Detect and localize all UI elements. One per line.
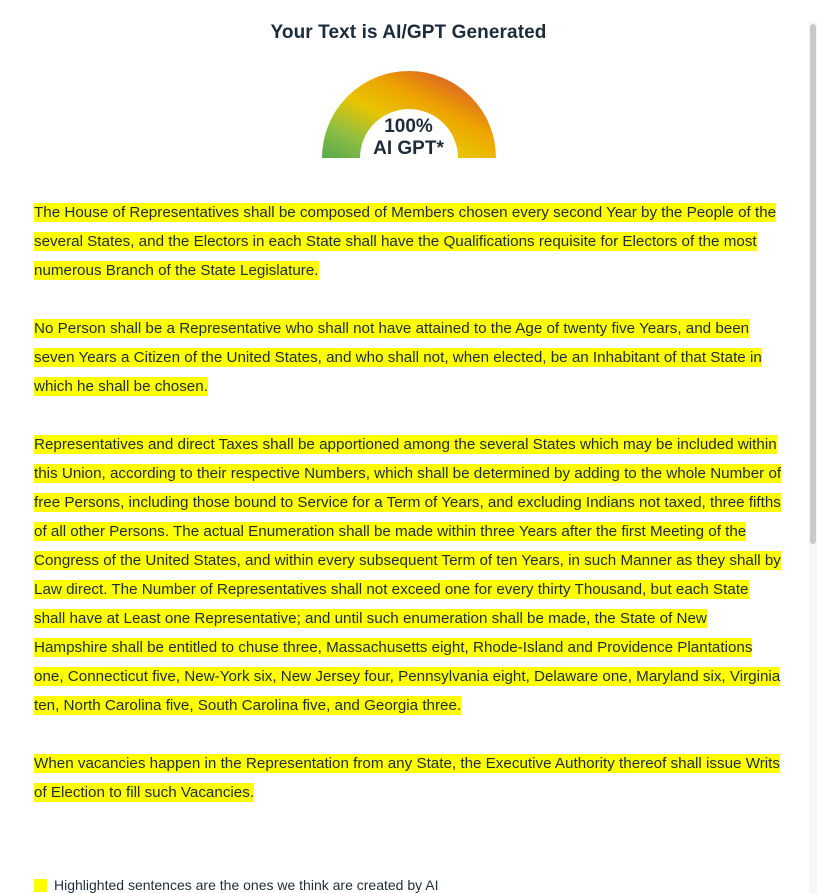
legend-label: Highlighted sentences are the ones we think are created by AI: [54, 877, 439, 893]
ai-score-gauge: [306, 58, 512, 162]
page-scrollbar[interactable]: [809, 22, 817, 893]
analyzed-text: [34, 198, 783, 807]
paragraph: [34, 749, 783, 807]
highlighted-sentence: The House of Representatives shall be composed of Members chosen every second Year by the People of the several States, and the Electors in each State shall have the Qualifications requisite for Electors of the most numerous Branch of the State Legislature.: [34, 204, 777, 279]
paragraph: [34, 314, 783, 401]
highlighted-sentence: Representatives and direct Taxes shall be apportioned among the several States which may be included within this Union, according to their respective Numbers, which shall be determined by adding to the whole Number of free Persons, including those bound to Service for a Term of Years, and excluding Indians not taxed, three fifths of all other Persons. The actual Enumeration shall be made within three Years after the first Meeting of the Congress of the United States, and within every subsequent Term of ten Years, in such Manner as they shall by Law direct. The Number of Representatives shall not exceed one for every thirty Thousand, but each State shall have at Least one Representative; and until such enumeration shall be made, the State of New Hampshire shall be entitled to chuse three, Massachusetts eight, Rhode-Island and Providence Plantations one, Connecticut five, New-York six, New Jersey four, Pennsylvania eight, Delaware one, Maryland six, Virginia ten, North Carolina five, South Carolina five, and Georgia three.: [34, 436, 782, 714]
gauge-container: [0, 58, 817, 162]
paragraph: [34, 430, 783, 720]
highlighted-sentence: When vacancies happen in the Representation from any State, the Executive Authority thereof shall issue Writs of Election to fill such Vacancies.: [34, 755, 780, 801]
paragraph: [34, 198, 783, 285]
ai-detector-result-page: [0, 22, 817, 893]
gauge-sublabel: AI GPT*: [373, 138, 444, 160]
highlighted-sentence: No Person shall be a Representative who shall not have attained to the Age of twenty five Years, and been seven Years a Citizen of the United States, and who shall not, when elected, be an Inhabitant of that State in which he shall be chosen.: [34, 320, 762, 395]
gauge-percent: 100%: [384, 116, 433, 138]
gauge-value-labels: [306, 116, 512, 160]
legend: [34, 877, 438, 893]
scrollbar-thumb[interactable]: [810, 24, 816, 544]
highlight-swatch-icon: [34, 879, 47, 892]
page-title: Your Text is AI/GPT Generated: [270, 22, 547, 43]
